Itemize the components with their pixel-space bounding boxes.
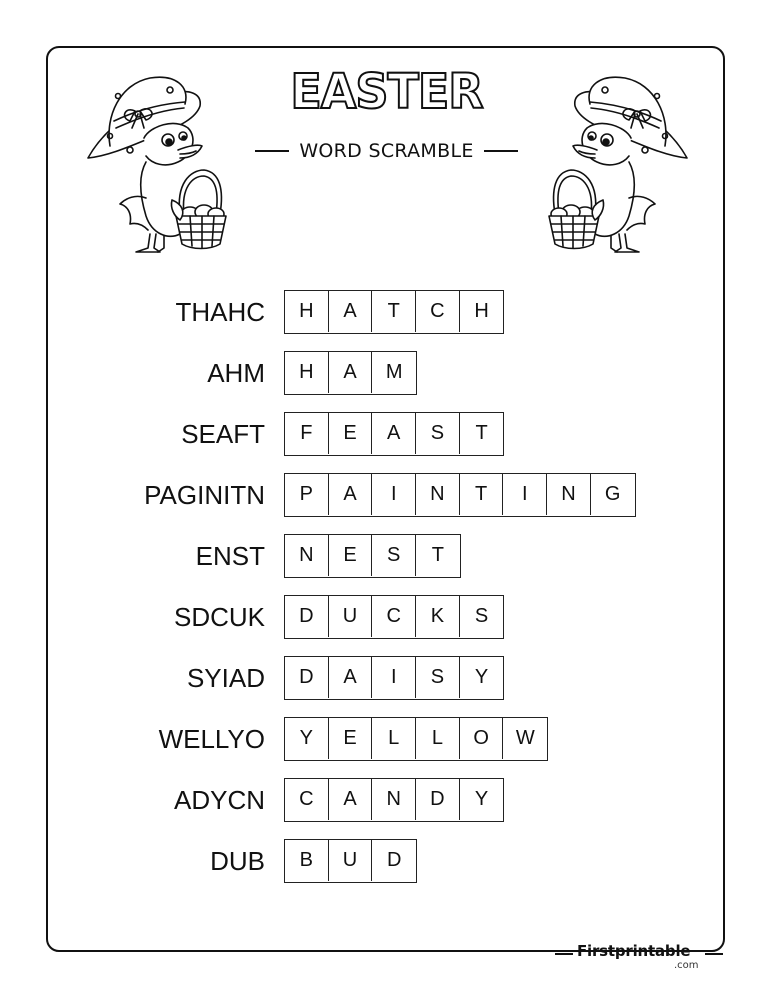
letter-box[interactable]: K xyxy=(416,596,460,637)
scrambled-word: SEAFT xyxy=(181,419,265,449)
letter-box[interactable]: U xyxy=(329,596,373,637)
letter-box[interactable]: A xyxy=(329,352,373,393)
letter-box[interactable]: O xyxy=(460,718,504,759)
letter-box[interactable]: U xyxy=(329,840,373,881)
letter-box[interactable]: T xyxy=(475,422,488,444)
divider xyxy=(555,953,573,955)
answer-boxes xyxy=(284,473,636,517)
letter-box[interactable]: I xyxy=(372,657,416,698)
letter-box[interactable]: S xyxy=(416,657,460,698)
letter-box[interactable]: L xyxy=(416,718,460,759)
divider xyxy=(255,150,289,152)
letter-box[interactable]: I xyxy=(372,474,416,515)
scrambled-word: THAHC xyxy=(175,297,265,327)
letter-box[interactable]: D xyxy=(386,849,402,871)
letter-box[interactable]: H xyxy=(285,291,329,332)
duckling-right-icon xyxy=(545,66,695,258)
scrambled-word: SDCUK xyxy=(173,602,265,632)
answer-boxes xyxy=(284,595,504,639)
letter-box[interactable]: D xyxy=(416,779,460,820)
answer-boxes xyxy=(284,839,417,883)
puzzle-row xyxy=(0,717,773,761)
brand-domain: .com xyxy=(674,960,699,971)
answer-boxes xyxy=(284,351,417,395)
puzzle-row xyxy=(0,595,773,639)
answer-boxes xyxy=(284,290,504,334)
letter-box[interactable]: P xyxy=(285,474,329,515)
puzzle-row xyxy=(0,534,773,578)
letter-box[interactable]: A xyxy=(329,779,373,820)
duckling-left-icon xyxy=(80,66,230,258)
answer-boxes xyxy=(284,717,548,761)
letter-box[interactable]: T xyxy=(460,474,504,515)
puzzle-row xyxy=(0,412,773,456)
letter-box[interactable]: Y xyxy=(474,666,489,688)
letter-box[interactable]: A xyxy=(329,657,373,698)
letter-box[interactable]: E xyxy=(329,535,373,576)
brand-logo xyxy=(555,938,730,978)
letter-box[interactable]: A xyxy=(329,474,373,515)
scrambled-word: DUB xyxy=(210,846,265,876)
puzzle-row xyxy=(0,290,773,334)
letter-box[interactable]: N xyxy=(547,474,591,515)
puzzle-row xyxy=(0,656,773,700)
letter-box[interactable]: Y xyxy=(285,718,329,759)
letter-box[interactable]: C xyxy=(285,779,329,820)
letter-box[interactable]: C xyxy=(372,596,416,637)
letter-box[interactable]: A xyxy=(329,291,373,332)
scrambled-word: SYIAD xyxy=(186,663,265,693)
letter-box[interactable]: B xyxy=(285,840,329,881)
letter-box[interactable]: Y xyxy=(474,788,489,810)
answer-boxes xyxy=(284,778,504,822)
puzzle-row xyxy=(0,839,773,883)
letter-box[interactable]: S xyxy=(372,535,416,576)
page-subtitle: WORD SCRAMBLE xyxy=(299,140,474,162)
letter-box[interactable]: S xyxy=(416,413,460,454)
letter-box[interactable]: E xyxy=(329,718,373,759)
letter-box[interactable]: W xyxy=(515,727,535,749)
letter-box[interactable]: T xyxy=(372,291,416,332)
scrambled-word: AHM xyxy=(207,358,265,388)
letter-box[interactable]: M xyxy=(385,361,403,383)
puzzle-row xyxy=(0,778,773,822)
scrambled-word: PAGINITN xyxy=(144,480,265,510)
letter-box[interactable]: C xyxy=(416,291,460,332)
letter-box[interactable]: H xyxy=(474,300,489,322)
letter-box[interactable]: E xyxy=(329,413,373,454)
answer-boxes xyxy=(284,412,504,456)
divider xyxy=(484,150,518,152)
scrambled-word: WELLYO xyxy=(158,724,265,754)
letter-box[interactable]: N xyxy=(416,474,460,515)
letter-box[interactable]: L xyxy=(372,718,416,759)
letter-box[interactable]: T xyxy=(431,544,445,566)
scrambled-word: ADYCN xyxy=(173,785,265,815)
answer-boxes xyxy=(284,656,504,700)
brand-name: Firstprintable xyxy=(577,942,691,960)
letter-box[interactable]: F xyxy=(285,413,329,454)
letter-box[interactable]: D xyxy=(285,596,329,637)
puzzle-row xyxy=(0,473,773,517)
letter-box[interactable]: G xyxy=(604,483,621,505)
letter-box[interactable]: N xyxy=(285,535,329,576)
page-title: EASTER xyxy=(290,62,483,120)
letter-box[interactable]: H xyxy=(285,352,329,393)
letter-box[interactable]: N xyxy=(372,779,416,820)
letter-box[interactable]: I xyxy=(503,474,547,515)
letter-box[interactable]: A xyxy=(372,413,416,454)
letter-box[interactable]: D xyxy=(285,657,329,698)
answer-boxes xyxy=(284,534,461,578)
divider xyxy=(705,953,723,955)
letter-box[interactable]: S xyxy=(474,605,489,627)
puzzle-row xyxy=(0,351,773,395)
scrambled-word: ENST xyxy=(195,541,265,571)
